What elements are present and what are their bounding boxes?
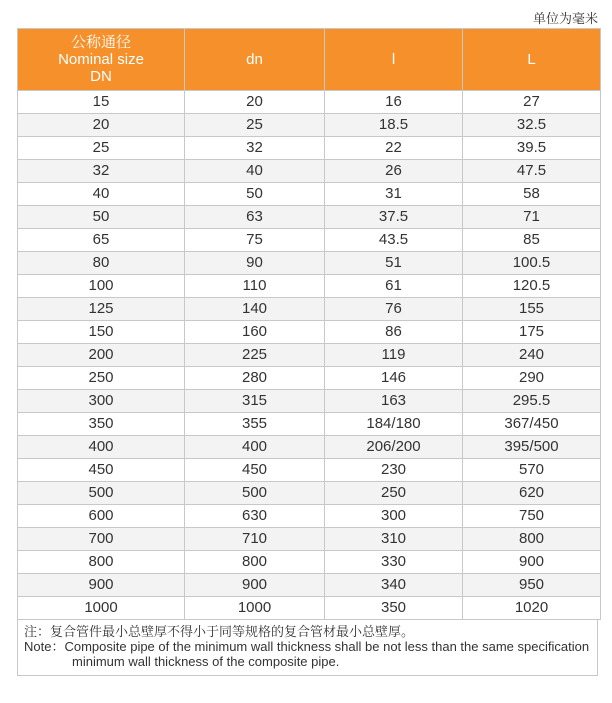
table-cell: 25 (18, 137, 185, 160)
table-cell: 350 (18, 413, 185, 436)
footnote-cn: 注：复合管件最小总壁厚不得小于同等规格的复合管材最小总壁厚。 (24, 624, 415, 639)
table-row (18, 183, 601, 206)
header-l-large: L (463, 29, 601, 91)
header-nominal-size-dn: DN (90, 68, 112, 85)
table-cell: 800 (18, 551, 185, 574)
table-cell: 160 (185, 321, 325, 344)
dimension-table-container (17, 28, 600, 676)
table-row (18, 505, 601, 528)
table-cell: 31 (325, 183, 463, 206)
table-cell: 26 (325, 160, 463, 183)
table-row (18, 413, 601, 436)
table-cell: 500 (185, 482, 325, 505)
header-dn: dn (185, 29, 325, 91)
table-cell: 1020 (463, 597, 601, 620)
table-row (18, 137, 601, 160)
table-cell: 18.5 (325, 114, 463, 137)
table-cell: 395/500 (463, 436, 601, 459)
table-row (18, 229, 601, 252)
header-nominal-size-en: Nominal size (58, 51, 144, 68)
table-cell: 85 (463, 229, 601, 252)
table-row (18, 344, 601, 367)
footnote-en: Note：Composite pipe of the minimum wall thickness shall be not less than the same specification minimum wall thickness of the composite pipe. (24, 639, 590, 669)
table-cell: 80 (18, 252, 185, 275)
table-cell: 20 (18, 114, 185, 137)
table-cell: 230 (325, 459, 463, 482)
table-cell: 119 (325, 344, 463, 367)
table-cell: 150 (18, 321, 185, 344)
table-cell: 39.5 (463, 137, 601, 160)
table-row (18, 298, 601, 321)
table-cell: 90 (185, 252, 325, 275)
table-cell: 570 (463, 459, 601, 482)
footnote (17, 620, 598, 676)
table-row (18, 459, 601, 482)
table-cell: 184/180 (325, 413, 463, 436)
table-cell: 290 (463, 367, 601, 390)
table-cell: 125 (18, 298, 185, 321)
table-cell: 800 (463, 528, 601, 551)
table-body (18, 91, 601, 620)
table-cell: 450 (185, 459, 325, 482)
table-cell: 350 (325, 597, 463, 620)
table-row (18, 275, 601, 298)
table-row (18, 574, 601, 597)
table-cell: 200 (18, 344, 185, 367)
table-cell: 240 (463, 344, 601, 367)
table-row (18, 160, 601, 183)
table-cell: 1000 (185, 597, 325, 620)
table-cell: 50 (18, 206, 185, 229)
table-cell: 310 (325, 528, 463, 551)
table-cell: 300 (325, 505, 463, 528)
table-cell: 295.5 (463, 390, 601, 413)
header-nominal-size (18, 29, 185, 91)
table-cell: 1000 (18, 597, 185, 620)
table-row (18, 206, 601, 229)
table-cell: 61 (325, 275, 463, 298)
table-cell: 110 (185, 275, 325, 298)
table-cell: 163 (325, 390, 463, 413)
table-cell: 22 (325, 137, 463, 160)
table-cell: 32 (185, 137, 325, 160)
header-nominal-size-cn: 公称通径 (70, 34, 131, 51)
table-row (18, 321, 601, 344)
table-cell: 100.5 (463, 252, 601, 275)
table-cell: 146 (325, 367, 463, 390)
table-cell: 32 (18, 160, 185, 183)
table-cell: 43.5 (325, 229, 463, 252)
table-row (18, 390, 601, 413)
table-row (18, 114, 601, 137)
table-cell: 32.5 (463, 114, 601, 137)
table-cell: 120.5 (463, 275, 601, 298)
table-cell: 330 (325, 551, 463, 574)
table-cell: 750 (463, 505, 601, 528)
table-row (18, 436, 601, 459)
table-cell: 40 (185, 160, 325, 183)
table-cell: 500 (18, 482, 185, 505)
table-cell: 280 (185, 367, 325, 390)
table-cell: 65 (18, 229, 185, 252)
table-cell: 367/450 (463, 413, 601, 436)
table-cell: 400 (185, 436, 325, 459)
table-row (18, 551, 601, 574)
table-cell: 47.5 (463, 160, 601, 183)
table-cell: 340 (325, 574, 463, 597)
table-cell: 86 (325, 321, 463, 344)
table-cell: 710 (185, 528, 325, 551)
table-cell: 75 (185, 229, 325, 252)
table-cell: 58 (463, 183, 601, 206)
table-cell: 400 (18, 436, 185, 459)
table-cell: 50 (185, 183, 325, 206)
table-cell: 76 (325, 298, 463, 321)
table-row (18, 528, 601, 551)
header-l-small: l (325, 29, 463, 91)
table-header-row (18, 29, 601, 91)
table-cell: 900 (185, 574, 325, 597)
table-cell: 20 (185, 91, 325, 114)
table-row (18, 252, 601, 275)
table-cell: 315 (185, 390, 325, 413)
table-row (18, 597, 601, 620)
table-cell: 600 (18, 505, 185, 528)
table-row (18, 91, 601, 114)
table-cell: 206/200 (325, 436, 463, 459)
table-cell: 300 (18, 390, 185, 413)
table-cell: 900 (463, 551, 601, 574)
table-cell: 51 (325, 252, 463, 275)
table-cell: 225 (185, 344, 325, 367)
table-cell: 620 (463, 482, 601, 505)
table-cell: 15 (18, 91, 185, 114)
table-cell: 27 (463, 91, 601, 114)
table-cell: 700 (18, 528, 185, 551)
table-row (18, 482, 601, 505)
table-cell: 63 (185, 206, 325, 229)
table-cell: 25 (185, 114, 325, 137)
table-cell: 40 (18, 183, 185, 206)
table-cell: 800 (185, 551, 325, 574)
table-cell: 900 (18, 574, 185, 597)
table-cell: 630 (185, 505, 325, 528)
unit-label: 单位为毫米 (532, 11, 598, 26)
table-cell: 355 (185, 413, 325, 436)
table-cell: 37.5 (325, 206, 463, 229)
table-cell: 450 (18, 459, 185, 482)
table-cell: 100 (18, 275, 185, 298)
table-cell: 250 (18, 367, 185, 390)
table-cell: 950 (463, 574, 601, 597)
table-cell: 250 (325, 482, 463, 505)
table-cell: 155 (463, 298, 601, 321)
table-cell: 175 (463, 321, 601, 344)
table-cell: 140 (185, 298, 325, 321)
table-row (18, 367, 601, 390)
table-cell: 16 (325, 91, 463, 114)
table-cell: 71 (463, 206, 601, 229)
dimension-table (17, 28, 601, 620)
